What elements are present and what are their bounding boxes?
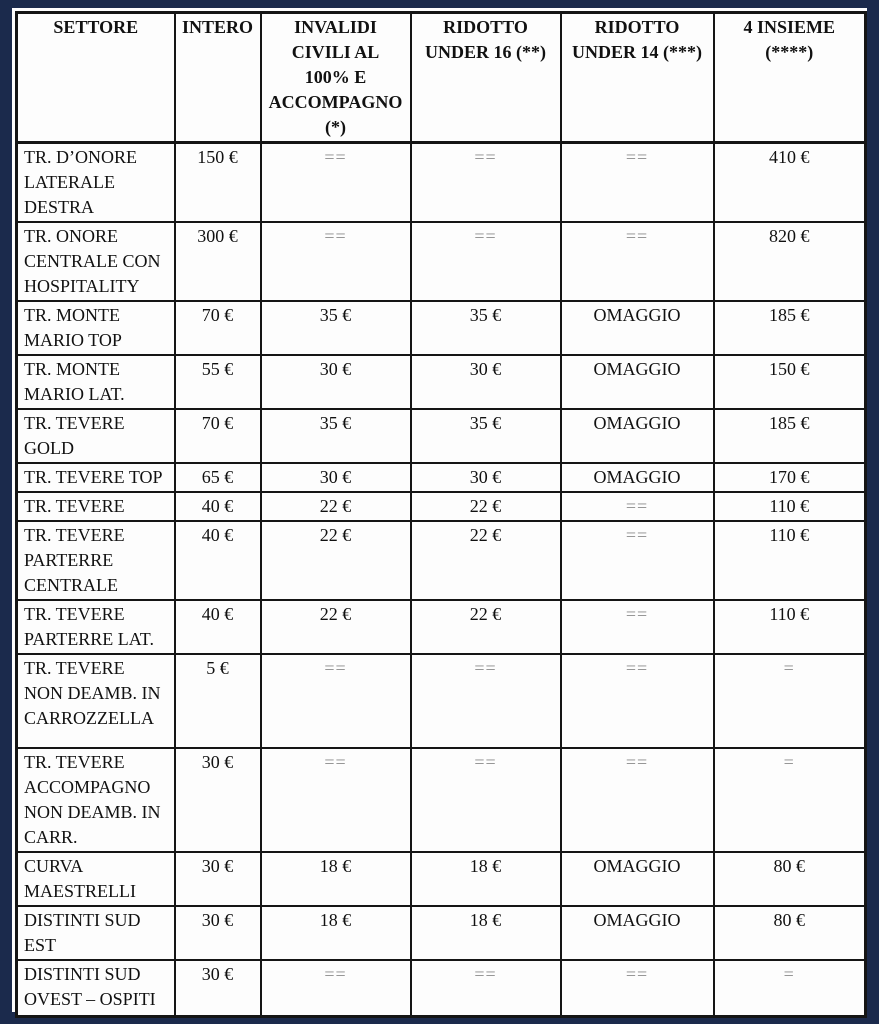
- cell-invalidi: [261, 301, 411, 355]
- cell-settore: [17, 600, 175, 654]
- sector-label: DISTINTI SUD EST: [24, 910, 141, 955]
- price-value: ==: [324, 147, 347, 167]
- sector-label: TR. ONORE CENTRALE CON HOSPITALITY: [24, 226, 161, 296]
- cell-insieme: [714, 521, 866, 600]
- price-value: 30 €: [469, 359, 502, 379]
- cell-intero: [175, 463, 261, 492]
- cell-invalidi: [261, 492, 411, 521]
- cell-under16: [411, 463, 561, 492]
- table-row: [17, 960, 866, 1016]
- table-row: [17, 492, 866, 521]
- cell-intero: [175, 521, 261, 600]
- table-row: [17, 301, 866, 355]
- table-row: [17, 600, 866, 654]
- price-value: 150 €: [769, 359, 810, 379]
- table-body: [17, 143, 866, 1017]
- cell-under16: [411, 492, 561, 521]
- sector-label: CURVA MAESTRELLI: [24, 856, 136, 901]
- cell-under16: [411, 654, 561, 748]
- price-value: 30 €: [469, 467, 502, 487]
- price-value: OMAGGIO: [593, 856, 681, 876]
- header-row: [17, 13, 866, 143]
- column-header-under16: RIDOTTO UNDER 16 (**): [411, 13, 561, 143]
- price-value: ==: [324, 226, 347, 246]
- cell-under14: [561, 748, 714, 852]
- price-value: ==: [474, 226, 497, 246]
- price-value: 110 €: [769, 604, 810, 624]
- table-row: [17, 906, 866, 960]
- cell-insieme: [714, 906, 866, 960]
- price-value: 5 €: [206, 658, 229, 678]
- cell-intero: [175, 960, 261, 1016]
- cell-under16: [411, 521, 561, 600]
- cell-insieme: [714, 852, 866, 906]
- cell-under14: [561, 960, 714, 1016]
- price-value: 80 €: [773, 856, 805, 876]
- cell-invalidi: [261, 409, 411, 463]
- cell-under16: [411, 960, 561, 1016]
- price-value: ==: [625, 658, 649, 678]
- cell-intero: [175, 906, 261, 960]
- cell-settore: [17, 355, 175, 409]
- cell-under14: [561, 301, 714, 355]
- table-row: [17, 521, 866, 600]
- cell-settore: [17, 654, 175, 748]
- cell-intero: [175, 600, 261, 654]
- price-value: 170 €: [769, 467, 810, 487]
- cell-under14: [561, 492, 714, 521]
- price-value: 22 €: [469, 525, 502, 545]
- price-value: 18 €: [469, 910, 502, 930]
- cell-settore: [17, 143, 175, 223]
- price-value: 30 €: [319, 359, 352, 379]
- price-value: 30 €: [201, 856, 234, 876]
- cell-invalidi: [261, 852, 411, 906]
- price-value: 18 €: [319, 856, 352, 876]
- price-value: ==: [625, 226, 649, 246]
- price-value: 65 €: [201, 467, 234, 487]
- cell-under14: [561, 654, 714, 748]
- cell-settore: [17, 906, 175, 960]
- cell-insieme: [714, 301, 866, 355]
- cell-insieme: [714, 960, 866, 1016]
- price-value: ==: [324, 658, 347, 678]
- price-value: ==: [625, 525, 649, 545]
- cell-under16: [411, 906, 561, 960]
- price-value: 22 €: [469, 604, 502, 624]
- cell-under14: [561, 355, 714, 409]
- cell-invalidi: [261, 222, 411, 301]
- price-value: 185 €: [769, 305, 810, 325]
- cell-intero: [175, 222, 261, 301]
- cell-intero: [175, 143, 261, 223]
- price-value: 30 €: [201, 752, 234, 772]
- price-value: =: [783, 658, 795, 678]
- cell-under14: [561, 143, 714, 223]
- cell-insieme: [714, 654, 866, 748]
- price-value: 300 €: [197, 226, 238, 246]
- price-value: OMAGGIO: [593, 305, 681, 325]
- sector-label: TR. TEVERE ACCOMPAGNO NON DEAMB. IN CARR.: [24, 752, 161, 847]
- price-value: ==: [474, 658, 497, 678]
- price-value: 110 €: [769, 496, 810, 516]
- price-value: 40 €: [201, 604, 234, 624]
- table-row: [17, 463, 866, 492]
- price-value: 70 €: [201, 413, 234, 433]
- price-value: 70 €: [201, 305, 234, 325]
- price-value: ==: [625, 604, 649, 624]
- cell-invalidi: [261, 521, 411, 600]
- cell-insieme: [714, 748, 866, 852]
- price-value: 35 €: [469, 305, 502, 325]
- table-row: [17, 654, 866, 748]
- cell-settore: [17, 409, 175, 463]
- price-value: 40 €: [201, 496, 234, 516]
- price-value: 30 €: [201, 910, 234, 930]
- cell-under16: [411, 301, 561, 355]
- price-value: 22 €: [319, 604, 352, 624]
- sector-label: TR. TEVERE NON DEAMB. IN CARROZZELLA: [24, 658, 161, 728]
- price-value: 35 €: [469, 413, 502, 433]
- cell-under14: [561, 409, 714, 463]
- price-value: ==: [324, 964, 347, 984]
- cell-under16: [411, 748, 561, 852]
- cell-intero: [175, 492, 261, 521]
- cell-settore: [17, 222, 175, 301]
- cell-settore: [17, 852, 175, 906]
- cell-under16: [411, 143, 561, 223]
- price-value: 22 €: [319, 525, 352, 545]
- price-value: ==: [625, 496, 649, 516]
- cell-under14: [561, 906, 714, 960]
- price-value: ==: [474, 964, 497, 984]
- cell-under14: [561, 600, 714, 654]
- cell-under14: [561, 852, 714, 906]
- cell-under16: [411, 600, 561, 654]
- price-value: OMAGGIO: [593, 413, 681, 433]
- price-value: 30 €: [319, 467, 352, 487]
- price-value: =: [783, 964, 795, 984]
- table-row: [17, 355, 866, 409]
- sector-label: TR. TEVERE GOLD: [24, 413, 125, 458]
- cell-under14: [561, 222, 714, 301]
- cell-insieme: [714, 143, 866, 223]
- sector-label: TR. MONTE MARIO TOP: [24, 305, 122, 350]
- cell-under14: [561, 463, 714, 492]
- price-value: 55 €: [201, 359, 234, 379]
- cell-settore: [17, 492, 175, 521]
- cell-intero: [175, 654, 261, 748]
- cell-invalidi: [261, 960, 411, 1016]
- price-value: ==: [474, 147, 497, 167]
- cell-settore: [17, 748, 175, 852]
- price-value: 80 €: [773, 910, 805, 930]
- cell-insieme: [714, 600, 866, 654]
- price-value: 22 €: [319, 496, 352, 516]
- column-header-under14: RIDOTTO UNDER 14 (***): [561, 13, 714, 143]
- price-value: 40 €: [201, 525, 234, 545]
- column-header-insieme: 4 INSIEME (****): [714, 13, 866, 143]
- price-value: 150 €: [197, 147, 238, 167]
- price-value: OMAGGIO: [593, 910, 681, 930]
- price-value: 185 €: [769, 413, 810, 433]
- price-value: ==: [625, 147, 649, 167]
- table-header: [17, 13, 866, 143]
- price-value: 22 €: [469, 496, 502, 516]
- table-row: [17, 222, 866, 301]
- cell-invalidi: [261, 355, 411, 409]
- table-row: [17, 748, 866, 852]
- price-value: 110 €: [769, 525, 810, 545]
- cell-invalidi: [261, 748, 411, 852]
- ticket-price-table: [15, 11, 867, 1018]
- price-value: 35 €: [319, 413, 352, 433]
- sector-label: TR. D’ONORE LATERALE DESTRA: [24, 147, 137, 217]
- price-value: 35 €: [319, 305, 352, 325]
- price-value: 410 €: [769, 147, 810, 167]
- cell-invalidi: [261, 654, 411, 748]
- cell-under16: [411, 409, 561, 463]
- cell-insieme: [714, 355, 866, 409]
- price-value: 820 €: [769, 226, 810, 246]
- cell-intero: [175, 409, 261, 463]
- cell-settore: [17, 521, 175, 600]
- price-value: 18 €: [469, 856, 502, 876]
- cell-insieme: [714, 409, 866, 463]
- cell-insieme: [714, 492, 866, 521]
- cell-insieme: [714, 222, 866, 301]
- sector-label: TR. TEVERE: [24, 496, 125, 516]
- price-value: ==: [625, 752, 649, 772]
- table-row: [17, 409, 866, 463]
- sector-label: TR. TEVERE PARTERRE LAT.: [24, 604, 154, 649]
- price-value: 18 €: [319, 910, 352, 930]
- cell-intero: [175, 355, 261, 409]
- sector-label: TR. TEVERE TOP: [24, 467, 163, 487]
- cell-invalidi: [261, 463, 411, 492]
- cell-invalidi: [261, 143, 411, 223]
- price-value: 30 €: [201, 964, 234, 984]
- column-header-invalidi: INVALIDI CIVILI AL 100% E ACCOMPAGNO (*): [261, 13, 411, 143]
- price-value: ==: [324, 752, 347, 772]
- table-row: [17, 143, 866, 223]
- sector-label: DISTINTI SUD OVEST – OSPITI: [24, 964, 156, 1009]
- cell-settore: [17, 463, 175, 492]
- sector-label: TR. MONTE MARIO LAT.: [24, 359, 125, 404]
- price-value: OMAGGIO: [593, 467, 681, 487]
- cell-invalidi: [261, 906, 411, 960]
- cell-under14: [561, 521, 714, 600]
- cell-under16: [411, 355, 561, 409]
- cell-invalidi: [261, 600, 411, 654]
- price-value: OMAGGIO: [593, 359, 681, 379]
- sector-label: TR. TEVERE PARTERRE CENTRALE: [24, 525, 125, 595]
- document-sheet: [12, 8, 867, 1012]
- cell-settore: [17, 960, 175, 1016]
- price-value: ==: [474, 752, 497, 772]
- cell-under16: [411, 852, 561, 906]
- price-value: ==: [625, 964, 649, 984]
- column-header-intero: INTERO: [175, 13, 261, 143]
- cell-under16: [411, 222, 561, 301]
- cell-intero: [175, 301, 261, 355]
- cell-intero: [175, 748, 261, 852]
- cell-settore: [17, 301, 175, 355]
- table-row: [17, 852, 866, 906]
- price-value: =: [783, 752, 795, 772]
- cell-insieme: [714, 463, 866, 492]
- column-header-settore: SETTORE: [17, 13, 175, 143]
- cell-intero: [175, 852, 261, 906]
